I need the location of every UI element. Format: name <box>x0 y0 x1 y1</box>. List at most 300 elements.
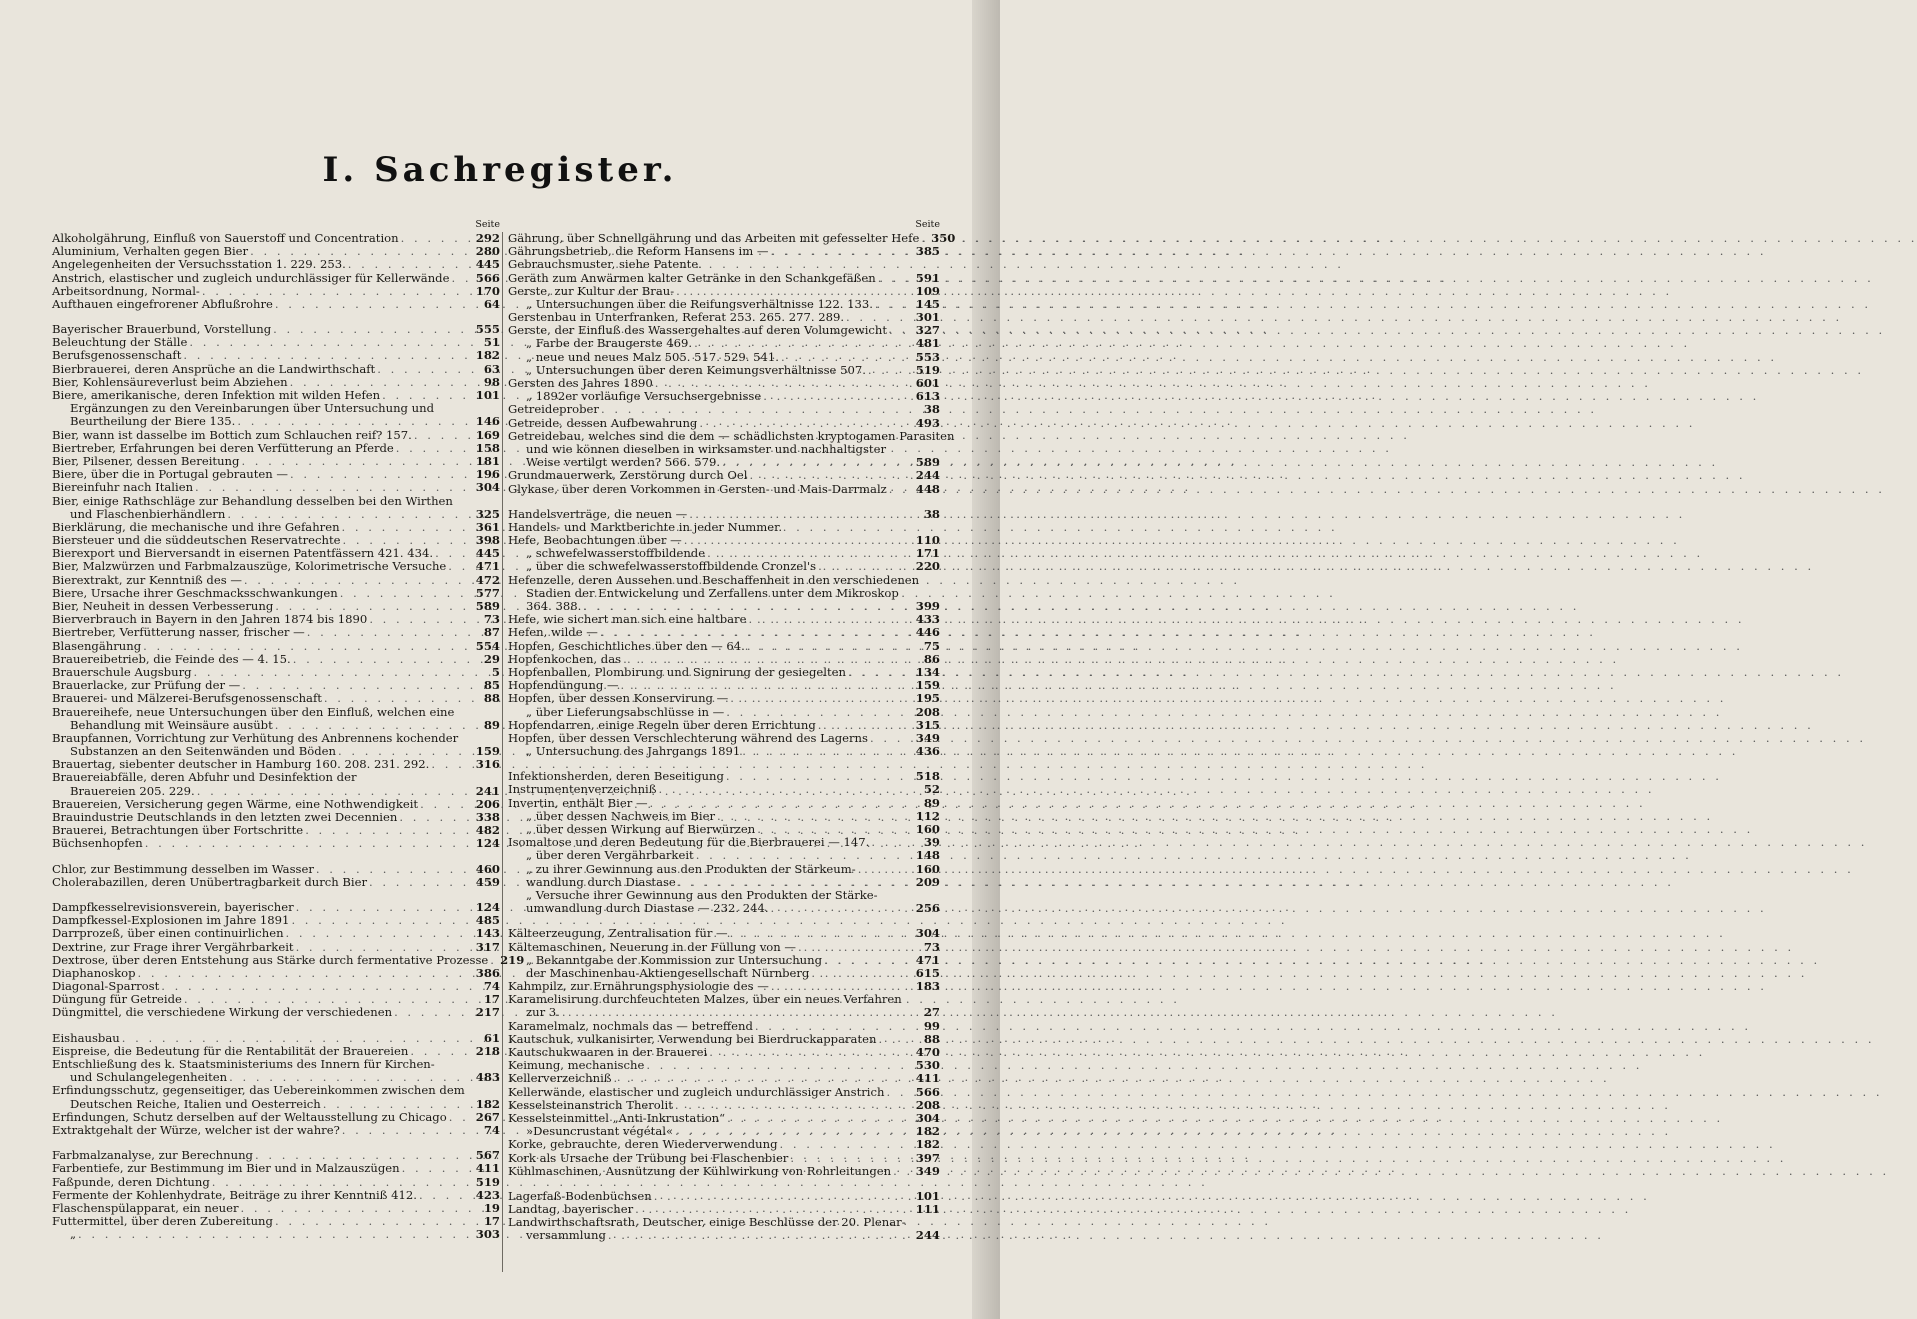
index-entry-text: Diaphanoskop <box>52 965 136 980</box>
index-entry-text: Berufsgenossenschaft <box>52 348 182 363</box>
index-entry <box>52 495 500 508</box>
dot-leader <box>608 1229 912 1242</box>
index-entry-page: 423 <box>475 1187 500 1202</box>
index-entry <box>52 640 500 653</box>
index-entry-page: 17 <box>483 1214 500 1229</box>
index-entry-text: Hefen, wilde — <box>508 625 598 640</box>
index-entry-page: 338 <box>475 810 500 825</box>
index-entry-text: Brauertag, siebenter deutscher in Hamburg 160. 208. 231. 292. <box>52 757 430 772</box>
index-entry-text: Entschließung des k. Staatsministeriums des Innern für Kirchen- <box>52 1057 435 1072</box>
dot-leader <box>878 272 912 285</box>
index-entry-text: versammlung <box>526 1228 606 1243</box>
index-entry-page: 519 <box>475 1174 500 1189</box>
index-entry-page: 109 <box>915 283 940 298</box>
dot-leader <box>78 1228 472 1241</box>
dot-leader <box>658 783 912 796</box>
index-entry-page: 433 <box>915 612 940 627</box>
index-entry-page: 52 <box>923 782 940 797</box>
index-entry <box>52 772 500 785</box>
index-entry-text: Brauereien, Versicherung gegen Wärme, eine Nothwendigkeit <box>52 796 419 811</box>
index-entry-text: Hopfen, über dessen Verschlechterung während des Lagerns <box>508 730 868 745</box>
index-entry-text: Biere, über die in Portugal gebrauten — <box>52 467 288 482</box>
dot-leader <box>394 1006 472 1019</box>
index-entry-text: Handelsverträge, die neuen — <box>508 506 688 521</box>
index-entry <box>508 1086 940 1099</box>
index-entry-text: und Flaschenbierhändlern <box>70 506 226 521</box>
index-entry-page: 145 <box>915 296 940 311</box>
index-column-right <box>508 218 956 1243</box>
index-entry-page: 301 <box>915 310 940 325</box>
index-entry <box>508 1007 940 1020</box>
dot-leader <box>781 351 912 364</box>
index-entry-page: 220 <box>915 559 940 574</box>
dot-leader <box>696 849 912 862</box>
index-entry-page: 613 <box>915 389 940 404</box>
index-entry-page: 397 <box>915 1150 940 1165</box>
index-entry-text: Brauerschule Augsburg <box>52 664 192 679</box>
index-entry-text: Brauerlacke, zur Prüfung der — <box>52 678 241 693</box>
index-entry-page: 280 <box>475 244 500 259</box>
index-entry-text: Biere, Ursache ihrer Geschmacksschwankungen <box>52 585 338 600</box>
dot-leader <box>730 692 912 705</box>
index-entry-text: Brauereihefe, neue Untersuchungen über den Einfluß, welchen eine <box>52 704 455 719</box>
dot-leader <box>770 245 912 258</box>
index-entry-page: 304 <box>915 926 940 941</box>
dot-leader <box>614 1072 912 1085</box>
index-entry-text: Aufthauen eingefrorener Abflußrohre <box>52 296 273 311</box>
index-entry <box>508 797 940 810</box>
index-entry-text: Bierextrakt, zur Kenntniß des — <box>52 572 242 587</box>
index-entry <box>52 927 500 940</box>
index-entry-text: Brauereien 205. 229. <box>70 783 195 798</box>
index-entry-page: 182 <box>475 1096 500 1111</box>
section-gap <box>52 851 500 863</box>
dot-leader <box>689 508 912 521</box>
index-entry-page: 101 <box>475 388 500 403</box>
index-entry-page: 38 <box>923 402 940 417</box>
index-entry-page: 89 <box>483 717 500 732</box>
index-entry-page: 73 <box>923 939 940 954</box>
index-entry-text: Brauerei, Betrachtungen über Fortschritte <box>52 823 304 838</box>
index-entry <box>52 1084 500 1097</box>
dot-leader <box>145 837 472 850</box>
dot-leader <box>790 1152 912 1165</box>
index-entry-text: „ schwefelwasserstoffbildende <box>526 546 706 561</box>
index-entry-text: „ Untersuchungen über die Reifungsverhältnisse 122. 133. <box>526 296 873 311</box>
index-entry-text: Bierklärung, die mechanische und ihre Gefahren <box>52 519 340 534</box>
index-entry <box>52 785 500 798</box>
section-gap <box>508 496 940 508</box>
index-entry-text: Getreidebau, welches sind die dem — schädlichsten kryptogamen Parasiten <box>508 428 955 443</box>
index-entry-page: 519 <box>915 362 940 377</box>
dot-leader <box>348 258 472 271</box>
index-entry <box>52 1124 500 1137</box>
index-entry-text: Korke, gebrauchte, deren Wiederverwendung <box>508 1137 778 1152</box>
index-entry-text: Hefenzelle, deren Aussehen und Beschaffenheit in den verschiedenen <box>508 572 920 587</box>
index-entry <box>52 1098 500 1111</box>
index-entry-text: Kühlmaschinen, Ausnützung der Kühlwirkung von Rohrleitungen <box>508 1163 892 1178</box>
index-entry-text: Dampfkessel-Explosionen im Jahre 1891 <box>52 913 290 928</box>
index-entry-text: Gersten des Jahres 1890 <box>508 376 653 391</box>
dot-leader <box>212 1176 472 1189</box>
index-entry <box>52 952 525 967</box>
index-entry-page: 182 <box>915 1124 940 1139</box>
index-entry-text: Brauindustrie Deutschlands in den letzten zwei Decennien <box>52 810 398 825</box>
index-entry-text: Faßpunde, deren Dichtung <box>52 1174 210 1189</box>
index-entry-page: 411 <box>915 1071 940 1086</box>
index-entry-page: 86 <box>923 651 940 666</box>
index-entry-page: 182 <box>915 1137 940 1152</box>
index-entry-page: 256 <box>915 901 940 916</box>
index-entry-page: 317 <box>475 939 500 954</box>
index-entry <box>52 258 500 271</box>
index-entry-text: Dextrine, zur Frage ihrer Vergährbarkeit <box>52 939 294 954</box>
index-entry-page: 195 <box>915 691 940 706</box>
seite-header-left: Seite <box>475 219 500 230</box>
index-entry <box>52 272 500 285</box>
index-entry-page: 385 <box>915 244 940 259</box>
index-entry-page: 445 <box>475 546 500 561</box>
index-entry-text: „ über die schwefelwasserstoffbildende Cronzel's <box>526 559 817 574</box>
dot-leader <box>562 1006 912 1019</box>
dot-leader <box>824 954 912 967</box>
index-entry <box>52 429 500 442</box>
index-entry-page: 244 <box>915 1228 940 1243</box>
index-entry <box>52 508 500 521</box>
index-entry-page: 170 <box>475 283 500 298</box>
index-entry <box>508 1020 940 1033</box>
dot-leader <box>286 927 472 940</box>
index-entry-page: 304 <box>915 1110 940 1125</box>
index-entry <box>52 1162 500 1175</box>
index-entry-page: 482 <box>475 823 500 838</box>
index-entry-page: 530 <box>915 1058 940 1073</box>
index-entry-page: 244 <box>915 468 940 483</box>
dot-leader <box>490 954 496 967</box>
index-entry-text: Biereinfuhr nach Italien <box>52 480 194 495</box>
dot-leader <box>694 337 912 350</box>
index-entry <box>52 415 500 428</box>
index-entry-page: 148 <box>915 848 940 863</box>
index-entry <box>508 941 940 954</box>
index-entry-page: 398 <box>475 533 500 548</box>
index-entry-text: und wie können dieselben in wirksamster und nachhaltigster <box>526 441 886 456</box>
index-entry-page: 471 <box>915 952 940 967</box>
index-entry-page: 589 <box>915 455 940 470</box>
index-entry <box>508 469 940 482</box>
index-entry-page: 589 <box>475 599 500 614</box>
index-entry <box>52 574 500 587</box>
index-entry-text: Dextrose, über deren Entstehung aus Stärke durch fermentative Prozesse <box>52 952 489 967</box>
index-entry <box>508 1230 940 1243</box>
index-entry-page: 448 <box>915 481 940 496</box>
index-entry-page: 325 <box>475 506 500 521</box>
index-entry-text: Kältemaschinen, Neuerung in der Füllung von — <box>508 939 797 954</box>
index-entry-page: 267 <box>475 1109 500 1124</box>
index-entry-text: Düngung für Getreide <box>52 992 182 1007</box>
index-entry-page: 567 <box>475 1148 500 1163</box>
index-entry <box>52 692 500 705</box>
index-entry-text: Karamelmalz, nochmals das — betreffend <box>508 1018 753 1033</box>
index-entry-text: Kälteerzeugung, Zentralisation für — <box>508 926 728 941</box>
index-entry-text: »Desuncrustant végétal« <box>526 1124 674 1139</box>
dot-leader <box>818 719 912 732</box>
index-entry-text: „ neue und neues Malz 505. 517. 529. 541. <box>526 349 779 364</box>
index-entry <box>508 403 940 416</box>
index-entry <box>52 1007 500 1020</box>
dot-leader <box>324 692 472 705</box>
index-entry-page: 124 <box>475 836 500 851</box>
index-entry-text: Büchsenhopfen <box>52 836 143 851</box>
index-entry-page: 460 <box>475 861 500 876</box>
index-entry-text: Farbmalzanalyse, zur Berechnung <box>52 1148 253 1163</box>
dot-leader <box>747 640 912 653</box>
index-entry <box>52 626 500 639</box>
index-entry-page: 554 <box>475 638 500 653</box>
index-entry-page: 160 <box>915 861 940 876</box>
index-entry-text: Futtermittel, über deren Zubereitung <box>52 1214 273 1229</box>
index-entry <box>508 351 940 364</box>
index-entry-page: 61 <box>483 1030 500 1045</box>
dot-leader <box>749 469 912 482</box>
index-entry-page: 481 <box>915 336 940 351</box>
index-entry-text: Hopfen, Geschichtliches über den — 64. <box>508 638 745 653</box>
index-entry-page: 472 <box>475 572 500 587</box>
index-entry <box>508 954 940 967</box>
index-entry-page: 112 <box>915 808 940 823</box>
index-entry-page: 303 <box>475 1227 500 1242</box>
index-entry-page: 304 <box>475 480 500 495</box>
index-entry-text: Chlor, zur Bestimmung desselben im Wasser <box>52 861 314 876</box>
index-entry-text: Geräth zum Anwärmen kalter Getränke in den Schankgefäßen <box>508 270 876 285</box>
index-entry-page: 483 <box>475 1070 500 1085</box>
index-entry <box>508 483 940 496</box>
index-entry-page: 292 <box>475 230 500 245</box>
dot-leader <box>197 785 472 798</box>
index-entry <box>52 1189 500 1202</box>
dot-leader <box>143 640 472 653</box>
index-entry-text: Handels- und Marktberichte in jeder Nummer. <box>508 519 783 534</box>
index-entry-text: Lagerfaß-Bodenbüchsen <box>508 1188 652 1203</box>
index-entry-text: Kautschukwaaren in der Brauerei <box>508 1045 708 1060</box>
index-entry-page: 566 <box>915 1084 940 1099</box>
index-entry <box>52 285 500 298</box>
index-entry <box>508 626 940 639</box>
seite-header-right: Seite <box>915 219 940 230</box>
dot-leader <box>227 508 472 521</box>
index-entry-page: 208 <box>915 1097 940 1112</box>
dot-leader <box>275 719 472 732</box>
index-entry-page: 206 <box>475 796 500 811</box>
index-entry <box>508 902 940 915</box>
index-entry <box>508 417 940 430</box>
index-entry-page: 445 <box>475 257 500 272</box>
index-entry <box>508 272 940 285</box>
index-entry-text: Ergänzungen zu den Vereinbarungen über Untersuchung und <box>70 401 435 416</box>
index-entry-text: wandlung durch Diastase <box>526 874 676 889</box>
index-entry-page: 73 <box>483 612 500 627</box>
index-entry-page: 217 <box>475 1005 500 1020</box>
index-entry-text: Hopfendarren, einige Regeln über deren Errichtung <box>508 717 816 732</box>
index-entry <box>52 941 500 954</box>
index-entry-text: Biersteuer und die süddeutschen Reservatrechte <box>52 533 341 548</box>
index-entry-page: 89 <box>923 795 940 810</box>
index-entry-page: 27 <box>923 1005 940 1020</box>
index-entry <box>508 849 940 862</box>
index-entry-text: Bier, einige Rathschläge zur Behandlung desselben bei den Wirthen <box>52 493 453 508</box>
index-entry-page: 470 <box>915 1045 940 1060</box>
index-entry-text: Brauereiabfälle, deren Abfuhr und Desinfektion der <box>52 770 357 785</box>
index-entry-page: 5 <box>491 664 500 679</box>
dot-leader <box>771 902 912 915</box>
index-entry-page: 51 <box>483 335 500 350</box>
index-entry-page: 316 <box>475 757 500 772</box>
dot-leader <box>893 1165 912 1178</box>
index-entry <box>508 574 940 587</box>
index-entry <box>508 927 940 940</box>
index-entry-text: Gerste, der Einfluß des Wassergehaltes auf deren Volumgewicht <box>508 323 888 338</box>
index-entry <box>52 1228 500 1241</box>
index-entry-page: 143 <box>475 926 500 941</box>
index-entry-text: Gerstenbau in Unterfranken, Referat 253. 265. 277. 289. <box>508 310 845 325</box>
index-entry-page: 485 <box>475 913 500 928</box>
index-entry-text: „ 1892er vorläufige Versuchsergebnisse <box>526 389 762 404</box>
index-entry-text: „ <box>70 1227 77 1242</box>
index-entry-text: Hopfen, über dessen Konservirung — <box>508 691 729 706</box>
index-entry-page: 566 <box>475 270 500 285</box>
index-entry-page: 399 <box>915 599 940 614</box>
dot-leader <box>886 1086 912 1099</box>
index-entry <box>508 338 940 351</box>
index-entry-page: 87 <box>483 625 500 640</box>
index-entry-page: 241 <box>475 783 500 798</box>
index-entry-page: 99 <box>923 1018 940 1033</box>
index-entry-text: Kautschuk, vulkanisirter, Verwendung bei Bierdruckapparaten <box>508 1031 877 1046</box>
index-entry-text: Infektionsherden, deren Beseitigung <box>508 769 724 784</box>
index-entry-page: 327 <box>915 323 940 338</box>
dot-leader <box>342 1124 472 1137</box>
index-entry-text: Arbeitsordnung, Normal- <box>52 283 200 298</box>
index-entry-page: 39 <box>923 835 940 850</box>
index-entry-text: Eishausbau <box>52 1030 120 1045</box>
index-entry-text: „ Untersuchung des Jahrgangs 1891 <box>526 744 741 759</box>
index-entry-text: Invertin, enthält Bier — <box>508 795 648 810</box>
index-entry-text: Hefe, wie sichert man sich eine haltbare <box>508 612 747 627</box>
dot-leader <box>448 560 472 573</box>
index-entry-page: 101 <box>915 1188 940 1203</box>
index-entry-text: Bierbrauerei, deren Ansprüche an die Landwirthschaft <box>52 361 376 376</box>
index-entry-text: Brauereibetrieb, die Feinde des — 4. 15. <box>52 651 291 666</box>
index-entry-text: Landtag, bayerischer <box>508 1202 634 1217</box>
dot-leader <box>402 1162 472 1175</box>
index-entry-text: Dampfkesselrevisionsverein, bayerischer <box>52 899 294 914</box>
index-entry-page: 361 <box>475 519 500 534</box>
index-entry-text: Gebrauchsmuster, siehe Patente. <box>508 257 702 272</box>
index-entry <box>52 706 500 719</box>
index-entry-text: Düngmittel, die verschiedene Wirkung der verschiedenen <box>52 1005 393 1020</box>
index-entry-page: 159 <box>475 744 500 759</box>
index-entry-page: 219 <box>500 952 525 967</box>
dot-leader <box>600 626 912 639</box>
index-entry-page: 196 <box>475 467 500 482</box>
index-entry-page: 601 <box>915 376 940 391</box>
index-entry <box>508 692 940 705</box>
section-gap <box>52 1020 500 1032</box>
dot-leader <box>889 483 912 496</box>
index-entry-text: Getreideprober <box>508 402 599 417</box>
index-entry-page: 315 <box>915 717 940 732</box>
dot-leader <box>676 285 912 298</box>
index-entry-page: 124 <box>475 899 500 914</box>
dot-leader <box>699 417 912 430</box>
dot-leader <box>275 298 472 311</box>
index-entry <box>508 863 940 876</box>
index-entry <box>508 640 940 653</box>
index-entry-text: Cholerabazillen, deren Unübertragbarkeit durch Bier <box>52 874 368 889</box>
index-entry <box>508 1072 940 1085</box>
index-entry-page: 134 <box>915 664 940 679</box>
index-entry-text: Hopfendüngung — <box>508 678 619 693</box>
index-entry-text: Hopfenkochen, das <box>508 651 622 666</box>
index-entry-text: Hefe, Beobachtungen über — <box>508 533 682 548</box>
index-entry <box>52 481 500 494</box>
dot-leader <box>316 863 472 876</box>
dot-leader <box>818 560 912 573</box>
index-entry <box>52 1032 500 1045</box>
index-entry-text: Fermente der Kohlenhydrate, Beiträge zu ihrer Kenntniß 412. <box>52 1187 417 1202</box>
index-entry-text: Darrprozeß, über einen continuirlichen <box>52 926 284 941</box>
dot-leader <box>650 797 912 810</box>
index-entry-text: Instrumentenverzeichniß <box>508 782 657 797</box>
index-entry-text: Bier, wann ist dasselbe im Bottich zum Schlauchen reif? 157. <box>52 427 412 442</box>
index-entry-text: Gerste, zur Kultur der Brau- <box>508 283 675 298</box>
index-entry <box>508 1152 940 1165</box>
page-title: I. Sachregister. <box>322 150 678 190</box>
index-entry <box>52 876 500 889</box>
index-entry-page: 158 <box>475 440 500 455</box>
index-entry-text: Biertreber, Verfütterung nasser, frischer — <box>52 625 305 640</box>
dot-leader <box>755 1020 912 1033</box>
index-entry-text: Aluminium, Verhalten gegen Bier <box>52 244 249 259</box>
index-entry-text: Blasengährung <box>52 638 142 653</box>
index-entry-text: Biere, amerikanische, deren Infektion mit wilden Hefen <box>52 388 381 403</box>
index-entry-page: 436 <box>915 744 940 759</box>
index-entry-page: 350 <box>931 230 956 245</box>
index-entry <box>508 561 940 574</box>
index-entry <box>52 561 500 574</box>
index-entry-page: 471 <box>475 559 500 574</box>
index-column-left <box>52 218 525 1242</box>
index-entry-text: zur 3. <box>526 1005 560 1020</box>
index-entry-page: 17 <box>483 992 500 1007</box>
index-entry-page: 615 <box>915 965 940 980</box>
index-entry-text: Bierverbrauch in Bayern in den Jahren 1874 bis 1890 <box>52 612 368 627</box>
dot-leader <box>377 363 472 376</box>
index-entry-page: 183 <box>915 979 940 994</box>
index-entry <box>508 719 940 732</box>
dot-leader <box>323 1098 472 1111</box>
index-entry-text: Kahmpilz, zur Ernährungsphysiologie des — <box>508 979 769 994</box>
index-entry-text: Bayerischer Brauerbund, Vorstellung <box>52 322 272 337</box>
index-entry-text: Kellerwände, elastischer und zugleich undurchlässiger Anstrich <box>508 1084 885 1099</box>
index-entry-text: Diagonal-Sparrost <box>52 979 160 994</box>
index-entry-page: 160 <box>915 822 940 837</box>
index-entry-text: „ zu ihrer Gewinnung aus den Produkten der Stärkeum- <box>526 861 856 876</box>
index-entry-text: Bierexport und Bierversandt in eisernen Patentfässern 421. 434. <box>52 546 434 561</box>
index-entry-page: 88 <box>483 691 500 706</box>
index-entry-text: Stadien der Entwickelung und Zerfallens unter dem Mikroskop <box>526 585 899 600</box>
index-entry <box>52 863 500 876</box>
